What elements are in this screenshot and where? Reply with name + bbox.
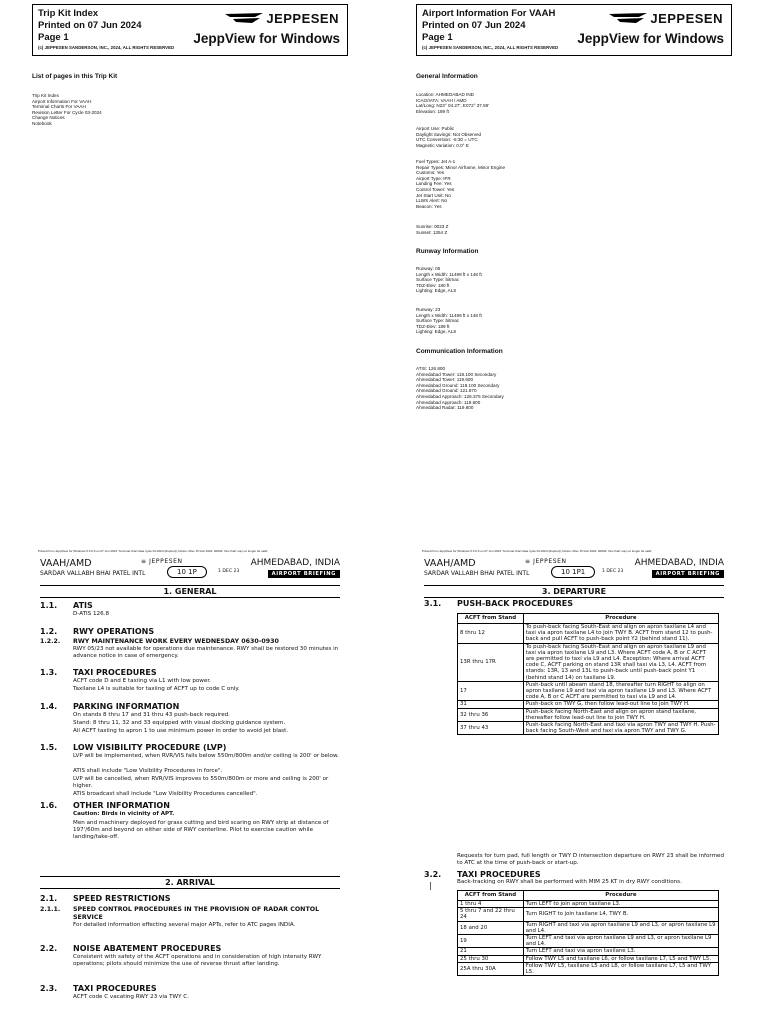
section-title: PUSH-BACK PROCEDURES	[457, 599, 573, 608]
column-header: ACFT from Stand	[458, 891, 524, 901]
airport-briefing-general-page	[0, 540, 384, 1024]
info-line: LLWS Alert: No	[416, 198, 448, 204]
section-text: On stands 8 thru 17 and 31 thru 43 push-back required.	[73, 712, 230, 718]
change-bar: |	[429, 881, 432, 890]
info-line: Ahmedabad Radar: 119.600	[416, 405, 474, 411]
trip-kit-item[interactable]: Change Notices	[32, 115, 65, 121]
info-line: Ahmedabad Ground: 121.870	[416, 388, 477, 394]
section-title: NOISE ABATEMENT PROCEDURES	[73, 944, 222, 953]
section-text: All ACFT taxiing to apron 1 to use minimum power in order to avoid jet blast.	[73, 728, 289, 734]
procedure-cell: Push-back until abeam stand 18, thereafter turn RIGHT to align on apron taxilane L9 and taxi via apron taxilane L9 and L3. Where ACFT code A, B or C ACFT are permitted to taxi via L9 and L4.	[523, 681, 718, 701]
info-line: Customs: Yes	[416, 170, 445, 176]
procedure-cell: Turn RIGHT and taxi via apron taxilane L9 and L3, or apron taxilane L9 and L4.	[523, 921, 718, 934]
jeppesen-mark-text: JEPPESEN	[533, 558, 567, 565]
section-text: ACFT code C vacating RWY 23 via TWY C.	[73, 994, 189, 1000]
info-line: Runway: 05	[416, 266, 441, 271]
table-row	[458, 901, 719, 908]
section-text: Stand: 8 thru 11, 32 and 33 equipped with visual docking guidance system.	[73, 720, 286, 726]
column-header: ACFT from Stand	[458, 614, 524, 624]
table-row	[458, 701, 719, 708]
section-title: TAXI PROCEDURES	[73, 984, 157, 993]
chart-header	[40, 557, 340, 581]
info-line: Runway: 23	[416, 307, 441, 312]
stand-cell: 8 thru 12	[458, 624, 524, 644]
section-number: 1.2.2.	[40, 638, 61, 645]
procedure-cell: To push-back facing South-East and align on apron taxilane L9 and taxi via apron taxilane L9 and L3. Where ACFT code A, B or C ACFT are permitted to taxi via L9 and L4. Exception: Where arrival ACFT code C, ACFT parking on stand 13R shall taxi via L3, L4. ACFT from stands: 13R, 13 and 13L to push-back until push-back point Y1 (behind stand 14) on taxilane L9.	[523, 643, 718, 681]
logo-text: JEPPESEN	[266, 10, 339, 26]
column-header: Procedure	[523, 891, 718, 901]
section-title: RWY OPERATIONS	[73, 627, 155, 636]
print-header	[416, 4, 732, 56]
table-row	[458, 948, 719, 955]
section-text: Taxilane L4 is suitable for taxiing of ACFT up to code C only.	[73, 686, 240, 692]
section-text: Requests for turn pad, full length or TWY D intersection departure on RWY 23 shall be informed to ATC at the time of push-back or start-up.	[457, 853, 725, 866]
procedure-cell: Turn LEFT to join apron taxilane L3.	[523, 901, 718, 908]
info-line: Magnetic Variation: 0.0° E	[416, 142, 469, 148]
runway-05-info	[416, 266, 482, 294]
caution-text: Caution: Birds in vicinity of APT.	[73, 811, 175, 817]
section-number: 1.1.	[40, 601, 58, 610]
jeppesen-swoosh-icon	[608, 12, 648, 24]
header-title: Trip Kit Index	[38, 8, 99, 19]
section-title: ATIS	[73, 601, 93, 610]
info-line: Sunset: 1354 Z	[416, 229, 448, 235]
chart-date: 1 DEC 23	[218, 569, 240, 574]
info-line: ICAO/IATA: VAAH / AMD	[416, 97, 467, 103]
stand-cell: 17	[458, 681, 524, 701]
table-row	[458, 935, 719, 948]
header-copyright: (c) JEPPESEN SANDERSON, INC., 2024, ALL RIGHTS RESERVED	[38, 45, 175, 50]
runway-23-info	[416, 307, 482, 335]
info-line: Lat/Long: N23° 04.27', E072° 37.59'	[416, 103, 490, 109]
column-header: Procedure	[523, 614, 718, 624]
jeppesen-logo	[224, 11, 339, 25]
airport-briefing-label: AIRPORT BRIEFING	[652, 570, 724, 578]
section-text: LVP will be implemented, when RVR/VIS falls below 550m/800m and/or ceiling is 200' or below.	[73, 753, 339, 759]
print-header	[32, 4, 348, 56]
section-text: Consistent with safety of the ACFT operations and in consideration of high intensity RWY operations; pilots should minimize the use of reverse thrust after landing.	[73, 954, 322, 967]
jeppesen-logo	[608, 11, 723, 25]
section-title: PARKING INFORMATION	[73, 702, 180, 711]
stand-cell: 19	[458, 935, 524, 948]
trip-kit-item[interactable]: Notebook	[32, 120, 52, 126]
chart-index-number: 10 1P1	[551, 566, 595, 578]
trip-kit-item[interactable]: Airport Information For VAAH	[32, 98, 92, 104]
header-title: Airport Information For VAAH	[422, 8, 556, 19]
section-title: LOW VISIBILITY PROCEDURE (LVP)	[73, 743, 227, 752]
header-printed-date: Printed on 07 Jun 2024	[38, 20, 142, 31]
stand-cell: 32 thru 36	[458, 708, 524, 721]
info-line: Ahmedabad Approach: 126.375 Secondary	[416, 393, 504, 399]
stand-cell: 5 thru 7 and 22 thru 24	[458, 908, 524, 921]
airport-ident: VAAH/AMD	[424, 558, 476, 569]
info-line: Airport Type: IFR	[416, 175, 451, 181]
header-page-number: Page 1	[38, 32, 69, 43]
table-row	[458, 908, 719, 921]
stand-cell: 13R thru 17R	[458, 643, 524, 681]
info-line: Control Tower: Yes	[416, 186, 455, 192]
procedure-cell: Turn LEFT and taxi via apron taxilane L3.	[523, 948, 718, 955]
section-title: SPEED RESTRICTIONS	[73, 894, 171, 903]
section-number: 1.5.	[40, 743, 58, 752]
trip-kit-index-page	[0, 0, 384, 540]
stand-cell: 37 thru 43	[458, 722, 524, 735]
table-row	[458, 624, 719, 644]
info-line: TDZ-Elev: 180 ft	[416, 282, 450, 288]
chart-date: 1 DEC 23	[602, 569, 624, 574]
procedure-cell: To push-back facing South-East and align on apron taxilane L4 and taxi via apron taxilane L4 to join TWY B. ACFT from stand 12 to push-back and pull ACFT to push-back point Y2 (behind stand 11).	[523, 624, 718, 644]
table-row	[458, 921, 719, 934]
info-line: Surface Type: bitmac	[416, 318, 460, 324]
section-number: 3.1.	[424, 599, 442, 608]
chapter-general: 1. GENERAL	[40, 585, 340, 598]
section-text: ATIS broadcast shall include "Low Visibility Procedures cancelled".	[73, 791, 258, 797]
procedure-cell: Push-back facing North-East and align on apron stand taxilane, thereafter follow lead-out line to join TWY H.	[523, 708, 718, 721]
communication-info-heading: Communication Information	[416, 348, 503, 355]
chart-header	[424, 557, 724, 581]
info-line: Location: AHMEDABAD IND	[416, 92, 474, 97]
section-title: TAXI PROCEDURES	[457, 870, 541, 879]
trip-kit-list	[32, 93, 102, 127]
runway-info-heading: Runway Information	[416, 248, 479, 255]
airport-ident: VAAH/AMD	[40, 558, 92, 569]
communication-info-list	[416, 366, 504, 411]
general-info-group-4	[416, 224, 448, 235]
section-text: Men and machinery deployed for grass cutting and bird scaring on RWY strip at distance of 197'/60m and beyond on either side of RWY centerline. Pilot to exercise caution while landing/take-off.	[73, 820, 329, 840]
table-header-row	[458, 614, 719, 624]
info-line: Ahmedabad Approach: 119.600	[416, 399, 481, 405]
info-line: Landing Fee: Yes	[416, 181, 452, 187]
procedure-cell: Follow TWY L5, taxilane L5 and L8, or follow taxilane L7, L5 and TWY L5.	[523, 962, 718, 975]
info-line: ATIS: 126.800	[416, 366, 446, 371]
section-number: 2.3.	[40, 984, 58, 993]
airport-city: AHMEDABAD, INDIA	[634, 558, 724, 568]
info-line: Length x Width: 11499 ft x 148 ft	[416, 312, 482, 318]
table-row	[458, 643, 719, 681]
trip-kit-item[interactable]: Trip Kit Index	[32, 93, 59, 98]
airport-briefing-departure-page	[384, 540, 768, 1024]
trip-kit-heading: List of pages in this Trip Kit	[32, 73, 118, 80]
section-text: Back-tracking on RWY shall be performed with MIM 25 KT in dry RWY conditions.	[457, 879, 682, 885]
section-number: 2.2.	[40, 944, 58, 953]
procedure-cell: Turn LEFT and taxi via apron taxilane L9 and L3, or apron taxilane L9 and L4.	[523, 935, 718, 948]
procedure-cell: Push-back on TWY G, then follow lead-out line to join TWY H.	[523, 701, 718, 708]
info-line: Repair Types: Minor Airframe, Minor Engine	[416, 164, 506, 170]
jeppesen-mark: ≡ JEPPESEN	[525, 558, 567, 565]
arrival-chart-body	[40, 890, 340, 1020]
header-product-name: JeppView for Windows	[193, 31, 340, 46]
general-info-group-3	[416, 159, 505, 209]
print-notice-line: Printed from JeppView for Windows 5.3.0.0 on 07 Jun 2024; Terminal chart data cycle 03-2024 (Expired); Notice: After 15 Feb 2024, 0000Z, this chart may no longer be valid	[38, 549, 268, 553]
info-line: Ahmedabad Tower: 118.100 Secondary	[416, 371, 497, 377]
section-text: ACFT code D and E taxiing via L1 with low power.	[73, 678, 211, 684]
info-line: Daylight Savings: Not Observed	[416, 131, 482, 137]
section-number: 1.3.	[40, 668, 58, 677]
stand-cell: 25 thru 30	[458, 955, 524, 962]
table-row	[458, 955, 719, 962]
section-text: For detailed information effecting several major APTs, refer to ATC pages INDIA.	[73, 922, 296, 928]
procedure-cell: Turn RIGHT to join taxilane L4, TWY B.	[523, 908, 718, 921]
general-info-group-1	[416, 92, 489, 114]
chapter-arrival: 2. ARRIVAL	[40, 876, 340, 889]
table-header-row	[458, 891, 719, 901]
jeppesen-mark-text: JEPPESEN	[149, 558, 183, 565]
info-line: Sunrise: 0023 Z	[416, 224, 449, 229]
info-line: Lighting: Edge, ALS	[416, 329, 457, 335]
jeppesen-mark: ≡ JEPPESEN	[141, 558, 183, 565]
table-row	[458, 722, 719, 735]
trip-kit-item[interactable]: Revision Letter For Cycle 03-2024	[32, 109, 102, 115]
airport-name: SARDAR VALLABH BHAI PATEL INTL	[424, 570, 530, 577]
stand-cell: 1 thru 4	[458, 901, 524, 908]
header-printed-date: Printed on 07 Jun 2024	[422, 20, 526, 31]
info-line: TDZ-Elev: 189 ft	[416, 323, 450, 329]
general-info-group-2	[416, 126, 481, 148]
section-title: SPEED CONTROL PROCEDURES IN THE PROVISION OF RADAR CONTOL SERVICE	[73, 906, 320, 921]
table-row	[458, 708, 719, 721]
section-title: OTHER INFORMATION	[73, 801, 170, 810]
info-line: Length x Width: 11499 ft x 148 ft	[416, 271, 482, 277]
airport-briefing-label: AIRPORT BRIEFING	[268, 570, 340, 578]
section-number: 1.4.	[40, 702, 58, 711]
section-title: TAXI PROCEDURES	[73, 668, 157, 677]
section-text: RWY 05/23 not available for operations due maintenance. RWY shall be restored 30 minutes in advance notice in case of emergency.	[73, 646, 339, 659]
stand-cell: 18 and 20	[458, 921, 524, 934]
stand-cell: 25A thru 30A	[458, 962, 524, 975]
airport-name: SARDAR VALLABH BHAI PATEL INTL	[40, 570, 146, 577]
info-line: Fuel Types: Jet A-1	[416, 159, 456, 164]
table-row	[458, 681, 719, 701]
airport-city: AHMEDABAD, INDIA	[250, 558, 340, 568]
pushback-procedures-table	[457, 613, 719, 735]
chapter-departure: 3. DEPARTURE	[424, 585, 724, 598]
taxi-procedures-table	[457, 890, 719, 976]
section-text: ATIS shall include "Low Visibility Procedures in force".	[73, 768, 223, 774]
stand-cell: 21	[458, 948, 524, 955]
jeppesen-swoosh-icon	[224, 12, 264, 24]
header-page-number: Page 1	[422, 32, 453, 43]
section-number: 1.6.	[40, 801, 58, 810]
departure-chart-body	[424, 598, 724, 1024]
procedure-cell: Follow TWY L5 and taxilane L6, or follow taxilane L7, L5 and TWY L5.	[523, 955, 718, 962]
stand-cell: 31	[458, 701, 524, 708]
info-line: Elevation: 189 ft	[416, 108, 449, 114]
info-line: Ahmedabad Tower: 119.600	[416, 377, 474, 383]
procedure-cell: Push-back facing North-East and taxi via apron TWY and TWY H. Push-back facing South-West and taxi via apron TWY and TWY G.	[523, 722, 718, 735]
info-line: Lighting: Edge, ALS	[416, 288, 457, 294]
section-number: 2.1.	[40, 894, 58, 903]
airport-information-page	[384, 0, 768, 540]
section-text: LVP will be cancelled, when RVR/VIS improves to 550m/800m or more and ceiling is 200' or higher.	[73, 776, 329, 789]
section-text: D-ATIS 126.8	[73, 611, 110, 617]
header-product-name: JeppView for Windows	[577, 31, 724, 46]
logo-text: JEPPESEN	[650, 10, 723, 26]
section-title: RWY MAINTENANCE WORK EVERY WEDNESDAY 0630-0930	[73, 638, 279, 645]
info-line: Ahmedabad Ground: 118.100 Secondary	[416, 382, 500, 388]
info-line: Surface Type: bitmac	[416, 277, 460, 283]
chart-index-number: 10 1P	[167, 566, 207, 578]
table-row	[458, 962, 719, 975]
trip-kit-item[interactable]: Terminal Charts For VAAH	[32, 104, 86, 110]
info-line: Beacon: Yes	[416, 203, 442, 209]
info-line: UTC Conversion: -5:30 = UTC	[416, 137, 478, 143]
section-number: 2.1.1.	[40, 906, 61, 913]
header-copyright: (c) JEPPESEN SANDERSON, INC., 2024, ALL RIGHTS RESERVED	[422, 45, 559, 50]
info-line: Airport Use: Public	[416, 126, 455, 131]
section-number: 1.2.	[40, 627, 58, 636]
general-info-heading: General Information	[416, 73, 478, 80]
info-line: Jet Start Unit: No	[416, 192, 451, 198]
print-notice-line: Printed from JeppView for Windows 5.3.0.0 on 07 Jun 2024; Terminal chart data cycle 03-2024 (Expired); Notice: After 15 Feb 2024, 0000Z, this chart may no longer be valid	[422, 549, 652, 553]
section-number: 3.2.	[424, 870, 442, 879]
